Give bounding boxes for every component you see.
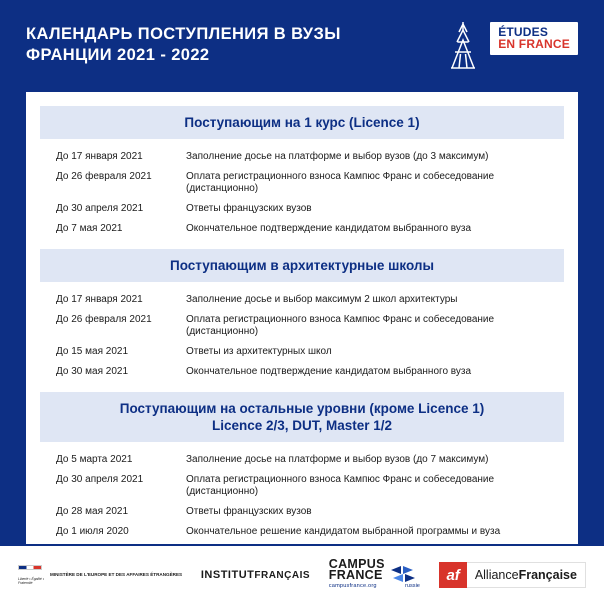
poster-header [26, 22, 578, 80]
flag-bar [18, 565, 42, 570]
section-rows-3 [40, 442, 564, 546]
row-date: До 30 апреля 2021 [56, 474, 144, 485]
row-date: До 28 мая 2021 [56, 506, 129, 517]
table-row [46, 522, 558, 542]
table-row [46, 470, 558, 502]
section-heading-3-line2: Licence 2/3, DUT, Master 1/2 [211, 418, 393, 433]
table-row [46, 219, 558, 239]
campus-text [328, 556, 385, 592]
af-mark: af [439, 562, 466, 588]
ministere-label: MINISTÈRE DE L'EUROPE ET DES AFFAIRES ÉTRANGÈRES [50, 572, 183, 578]
table-row [46, 502, 558, 522]
section-heading-3-line1: Поступающим на остальные уровни (кроме Licence 1) [119, 401, 485, 416]
af-name [467, 562, 586, 588]
table-row [46, 310, 558, 342]
campus-line-1: CAMPUS [328, 556, 385, 571]
row-date: До 15 мая 2021 [56, 346, 129, 357]
table-row [46, 199, 558, 219]
logo-line-2: EN FRANCE [498, 37, 570, 51]
row-date: До 1 июля 2020 [56, 526, 129, 537]
row-description: Оплата регистрационного взноса Кампюс Франс и собеседование (дистанционно) [186, 474, 495, 497]
institut-line-2: FRANÇAIS [254, 569, 311, 581]
campus-france-logo [328, 556, 421, 592]
row-description: Заполнение досье на платформе и выбор вузов (до 3 максимум) [186, 151, 489, 162]
table-row [46, 147, 558, 167]
af-name-light: Alliance [474, 568, 519, 582]
campus-line-2: FRANCE [328, 567, 383, 582]
row-date: До 7 мая 2021 [56, 223, 123, 234]
etudes-en-france-logo [490, 22, 578, 55]
af-name-bold: Française [518, 568, 577, 582]
row-date: До 26 февраля 2021 [56, 171, 152, 182]
section-heading-1-line1: Поступающим на 1 курс (Licence 1) [184, 115, 420, 130]
section-heading-3 [40, 392, 564, 442]
row-description: Окончательное подтверждение кандидатом выбранного вуза [186, 366, 472, 377]
title-line-1: КАЛЕНДАРЬ ПОСТУПЛЕНИЯ В ВУЗЫ [26, 25, 341, 43]
row-date: До 30 мая 2021 [56, 366, 129, 377]
calendar-card [26, 92, 578, 544]
row-description: Оплата регистрационного взноса Кампюс Франс и собеседование (дистанционно) [186, 314, 495, 337]
row-description: Ответы из архитектурных школ [186, 346, 332, 357]
table-row [46, 362, 558, 382]
row-date: До 26 февраля 2021 [56, 314, 152, 325]
svg-text:russie: russie [404, 583, 420, 588]
poster-footer [0, 546, 604, 604]
row-description: Ответы французских вузов [186, 203, 312, 214]
eiffel-tower-icon [446, 20, 480, 77]
table-row [46, 342, 558, 362]
ministere-motto: Liberté • Égalité • Fraternité [18, 577, 44, 585]
row-description: Ответы французских вузов [186, 506, 312, 517]
ministere-logo [18, 565, 182, 585]
table-row [46, 450, 558, 470]
row-description: Оплата регистрационного взноса Кампюс Франс и собеседование (дистанционно) [186, 171, 495, 194]
title-line-2: ФРАНЦИИ 2021 - 2022 [26, 46, 210, 64]
row-description: Окончательное подтверждение кандидатом выбранного вуза [186, 223, 472, 234]
section-heading-2 [40, 249, 564, 282]
header-logos [446, 22, 578, 77]
section-heading-1 [40, 106, 564, 139]
alliance-francaise-logo [439, 562, 586, 588]
page-title [26, 22, 341, 66]
institut-francais-logo [201, 570, 310, 581]
logo-line-1: ÉTUDES [498, 25, 549, 39]
row-description: Окончательное решение кандидатом выбранной программы и вуза [186, 526, 501, 537]
section-heading-2-line1: Поступающим в архитектурные школы [170, 258, 434, 273]
table-row [46, 167, 558, 199]
table-row [46, 290, 558, 310]
campus-arrow-icon [391, 566, 421, 588]
french-flag-icon [18, 565, 44, 585]
campus-url[interactable]: campusfrance.org [328, 582, 377, 589]
row-date: До 30 апреля 2021 [56, 203, 144, 214]
row-date: До 17 января 2021 [56, 294, 143, 305]
section-rows-1 [40, 139, 564, 243]
row-description: Заполнение досье и выбор максимум 2 школ архитектуры [186, 294, 458, 305]
row-date: До 5 марта 2021 [56, 454, 133, 465]
section-rows-2 [40, 282, 564, 386]
row-date: До 17 января 2021 [56, 151, 143, 162]
row-description: Заполнение досье на платформе и выбор вузов (до 7 максимум) [186, 454, 489, 465]
institut-line-1: INSTITUT [200, 568, 255, 581]
